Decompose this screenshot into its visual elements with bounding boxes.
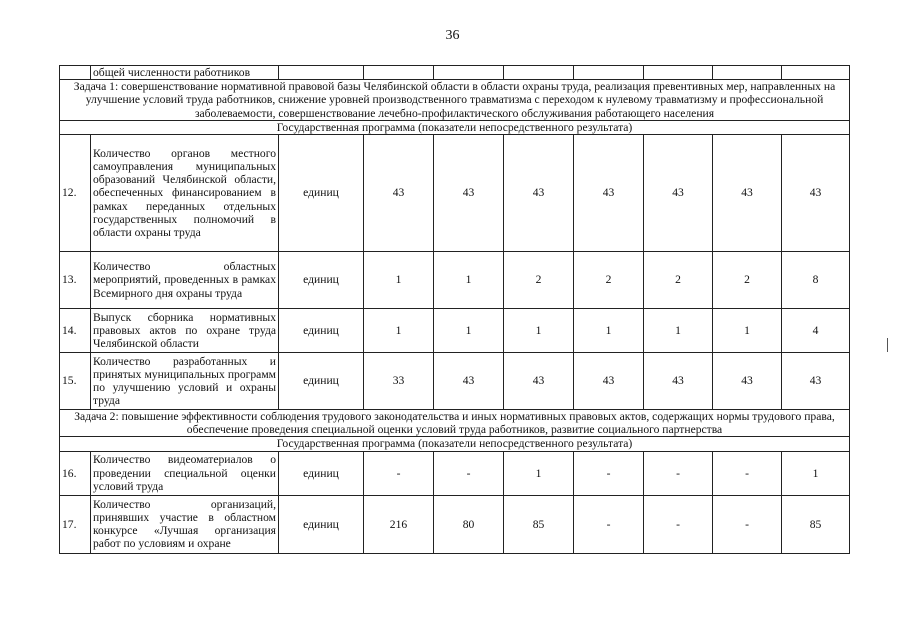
- value-cell: 43: [504, 135, 574, 252]
- continuation-text: общей численности работников: [91, 66, 279, 80]
- row-number: 12.: [60, 135, 91, 252]
- value-cell: 1: [504, 451, 574, 495]
- task-row: [60, 80, 850, 121]
- unit: единиц: [279, 353, 364, 410]
- unit: единиц: [279, 135, 364, 252]
- row-number: 15.: [60, 353, 91, 410]
- value-cell: 43: [364, 135, 434, 252]
- table-row: [60, 495, 850, 553]
- value-cell: 1: [644, 309, 713, 353]
- value-cell: 1: [434, 252, 504, 309]
- task-row: [60, 410, 850, 437]
- indicator-name: Количество разработанных и принятых муниципальных программ по улучшению условий и охраны труда: [91, 353, 279, 410]
- unit: единиц: [279, 451, 364, 495]
- value-cell: 1: [574, 309, 644, 353]
- value-cell: 216: [364, 495, 434, 553]
- table-row: [60, 135, 850, 252]
- value-cell: 43: [713, 353, 782, 410]
- value-cell: 43: [434, 135, 504, 252]
- value-cell: 43: [504, 353, 574, 410]
- row-number: 13.: [60, 252, 91, 309]
- margin-mark: [887, 338, 888, 352]
- value-cell: 43: [644, 135, 713, 252]
- value-cell: 2: [504, 252, 574, 309]
- row-number: 17.: [60, 495, 91, 553]
- continuation-row: [60, 66, 850, 80]
- indicator-name: Выпуск сборника нормативных правовых актов по охране труда Челябинской области: [91, 309, 279, 353]
- program-label-1: Государственная программа (показатели непосредственного результата): [60, 120, 850, 134]
- task2-heading: Задача 2: повышение эффективности соблюдения трудового законодательства и иных нормативных правовых актов, содержащих нормы трудового права, обеспечение проведения специальной оценки условий труда работников, развитие социального партнерства: [60, 410, 850, 437]
- value-cell: 2: [713, 252, 782, 309]
- table-row: [60, 353, 850, 410]
- task1-heading: Задача 1: совершенствование нормативной правовой базы Челябинской области в области охраны труда, реализация превентивных мер, направленных на улучшение условий труда работников, снижение уровней производственного травматизма с переходом к нулевому травматизму и профессиональной заболеваемости, совершенствование лечебно-профилактического обслуживания работающего населения: [60, 80, 850, 121]
- value-cell: -: [574, 495, 644, 553]
- indicator-name: Количество видеоматериалов о проведении специальной оценки условий труда: [91, 451, 279, 495]
- value-cell: 33: [364, 353, 434, 410]
- value-cell: 1: [504, 309, 574, 353]
- unit: единиц: [279, 495, 364, 553]
- value-cell: 85: [782, 495, 850, 553]
- value-cell: -: [364, 451, 434, 495]
- program-row: [60, 437, 850, 451]
- value-cell: -: [434, 451, 504, 495]
- table-row: [60, 451, 850, 495]
- page-number: 36: [445, 28, 460, 43]
- row-number: 16.: [60, 451, 91, 495]
- value-cell: 43: [434, 353, 504, 410]
- indicator-name: Количество органов местного самоуправления муниципальных образований Челябинской области, обеспеченных финансированием в рамках переданных отдельных государственных полномочий в области охраны труда: [91, 135, 279, 252]
- table-row: [60, 309, 850, 353]
- value-cell: 2: [644, 252, 713, 309]
- value-cell: 1: [364, 252, 434, 309]
- value-cell: -: [644, 495, 713, 553]
- value-cell: 80: [434, 495, 504, 553]
- program-label-2: Государственная программа (показатели непосредственного результата): [60, 437, 850, 451]
- table-row: [60, 252, 850, 309]
- value-cell: 43: [574, 353, 644, 410]
- value-cell: 8: [782, 252, 850, 309]
- value-cell: 43: [782, 353, 850, 410]
- program-row: [60, 120, 850, 134]
- value-cell: 43: [713, 135, 782, 252]
- value-cell: -: [644, 451, 713, 495]
- value-cell: 1: [713, 309, 782, 353]
- row-number: 14.: [60, 309, 91, 353]
- value-cell: 85: [504, 495, 574, 553]
- value-cell: 43: [644, 353, 713, 410]
- value-cell: 43: [782, 135, 850, 252]
- value-cell: 1: [364, 309, 434, 353]
- indicator-name: Количество организаций, принявших участие в областном конкурсе «Лучшая организация работ по условиям и охране: [91, 495, 279, 553]
- value-cell: 43: [574, 135, 644, 252]
- value-cell: -: [713, 495, 782, 553]
- indicators-table: [59, 65, 850, 554]
- value-cell: -: [713, 451, 782, 495]
- value-cell: -: [574, 451, 644, 495]
- value-cell: 1: [434, 309, 504, 353]
- unit: единиц: [279, 252, 364, 309]
- unit: единиц: [279, 309, 364, 353]
- indicator-name: Количество областных мероприятий, проведенных в рамках Всемирного дня охраны труда: [91, 252, 279, 309]
- value-cell: 1: [782, 451, 850, 495]
- value-cell: 2: [574, 252, 644, 309]
- value-cell: 4: [782, 309, 850, 353]
